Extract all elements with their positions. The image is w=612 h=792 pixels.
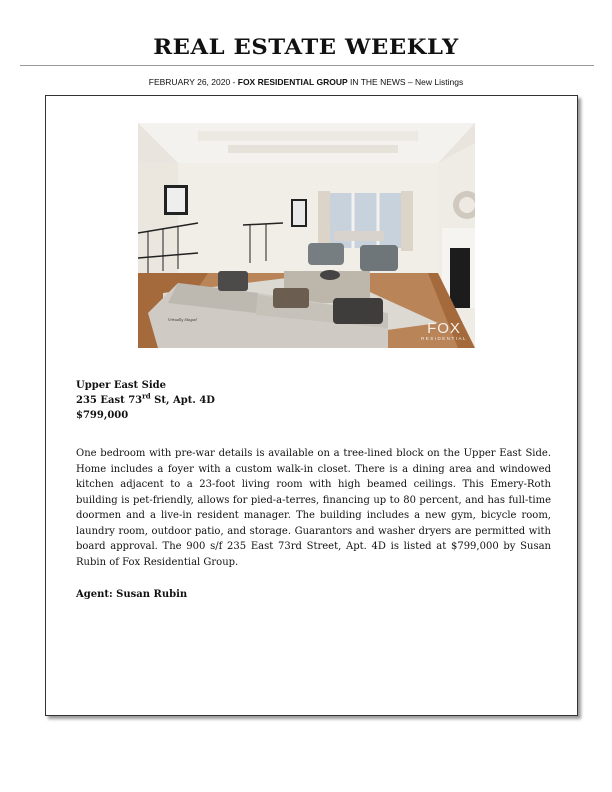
address-suffix: rd [142, 391, 151, 401]
staged-note: Virtually Staged [168, 318, 197, 322]
masthead-title: REAL ESTATE WEEKLY [153, 34, 459, 59]
logo-main: FOX [427, 320, 461, 337]
address-rest: St, Apt. 4D [150, 395, 215, 406]
listing-photo [138, 123, 475, 348]
living-room-illustration [138, 123, 475, 348]
listing-neighborhood: Upper East Side [76, 380, 167, 391]
listing-agent: Agent: Susan Rubin [76, 589, 188, 600]
dateline-firm: FOX RESIDENTIAL GROUP [237, 77, 348, 87]
fox-residential-logo [421, 321, 467, 342]
masthead-divider [20, 65, 594, 66]
address-street: 235 East 73 [76, 395, 143, 406]
dateline [0, 77, 612, 87]
listing-summary [76, 378, 215, 423]
dateline-date: FEBRUARY 26, 2020 - [148, 77, 238, 87]
listing-address [76, 393, 215, 408]
article-frame [45, 95, 578, 716]
logo-sub: RESIDENTIAL [420, 336, 467, 341]
listing-description: One bedroom with pre-war details is available on a tree-lined block on the Upper East Side. Home includes a foyer with a custom walk-in closet. There is a dining area and windowed kitchen adjacent to a 23-foot living room with high beamed ceilings. This Emery-Roth building is pet-friendly, allows for pied-a-terres, financing up to 80 percent, and has full-time doormen and a live-in resident manager. The building includes a new gym, bicycle room, laundry room, outdoor patio, and storage. Guarantors and washer dryers are permitted with board approval. The 900 s/f 235 East 73rd Street, Apt. 4D is listed at $799,000 by Susan Rubin of Fox Residential Group. [76, 448, 551, 568]
listing-price: $799,000 [76, 410, 129, 421]
dateline-section: IN THE NEWS – New Listings [347, 77, 464, 87]
